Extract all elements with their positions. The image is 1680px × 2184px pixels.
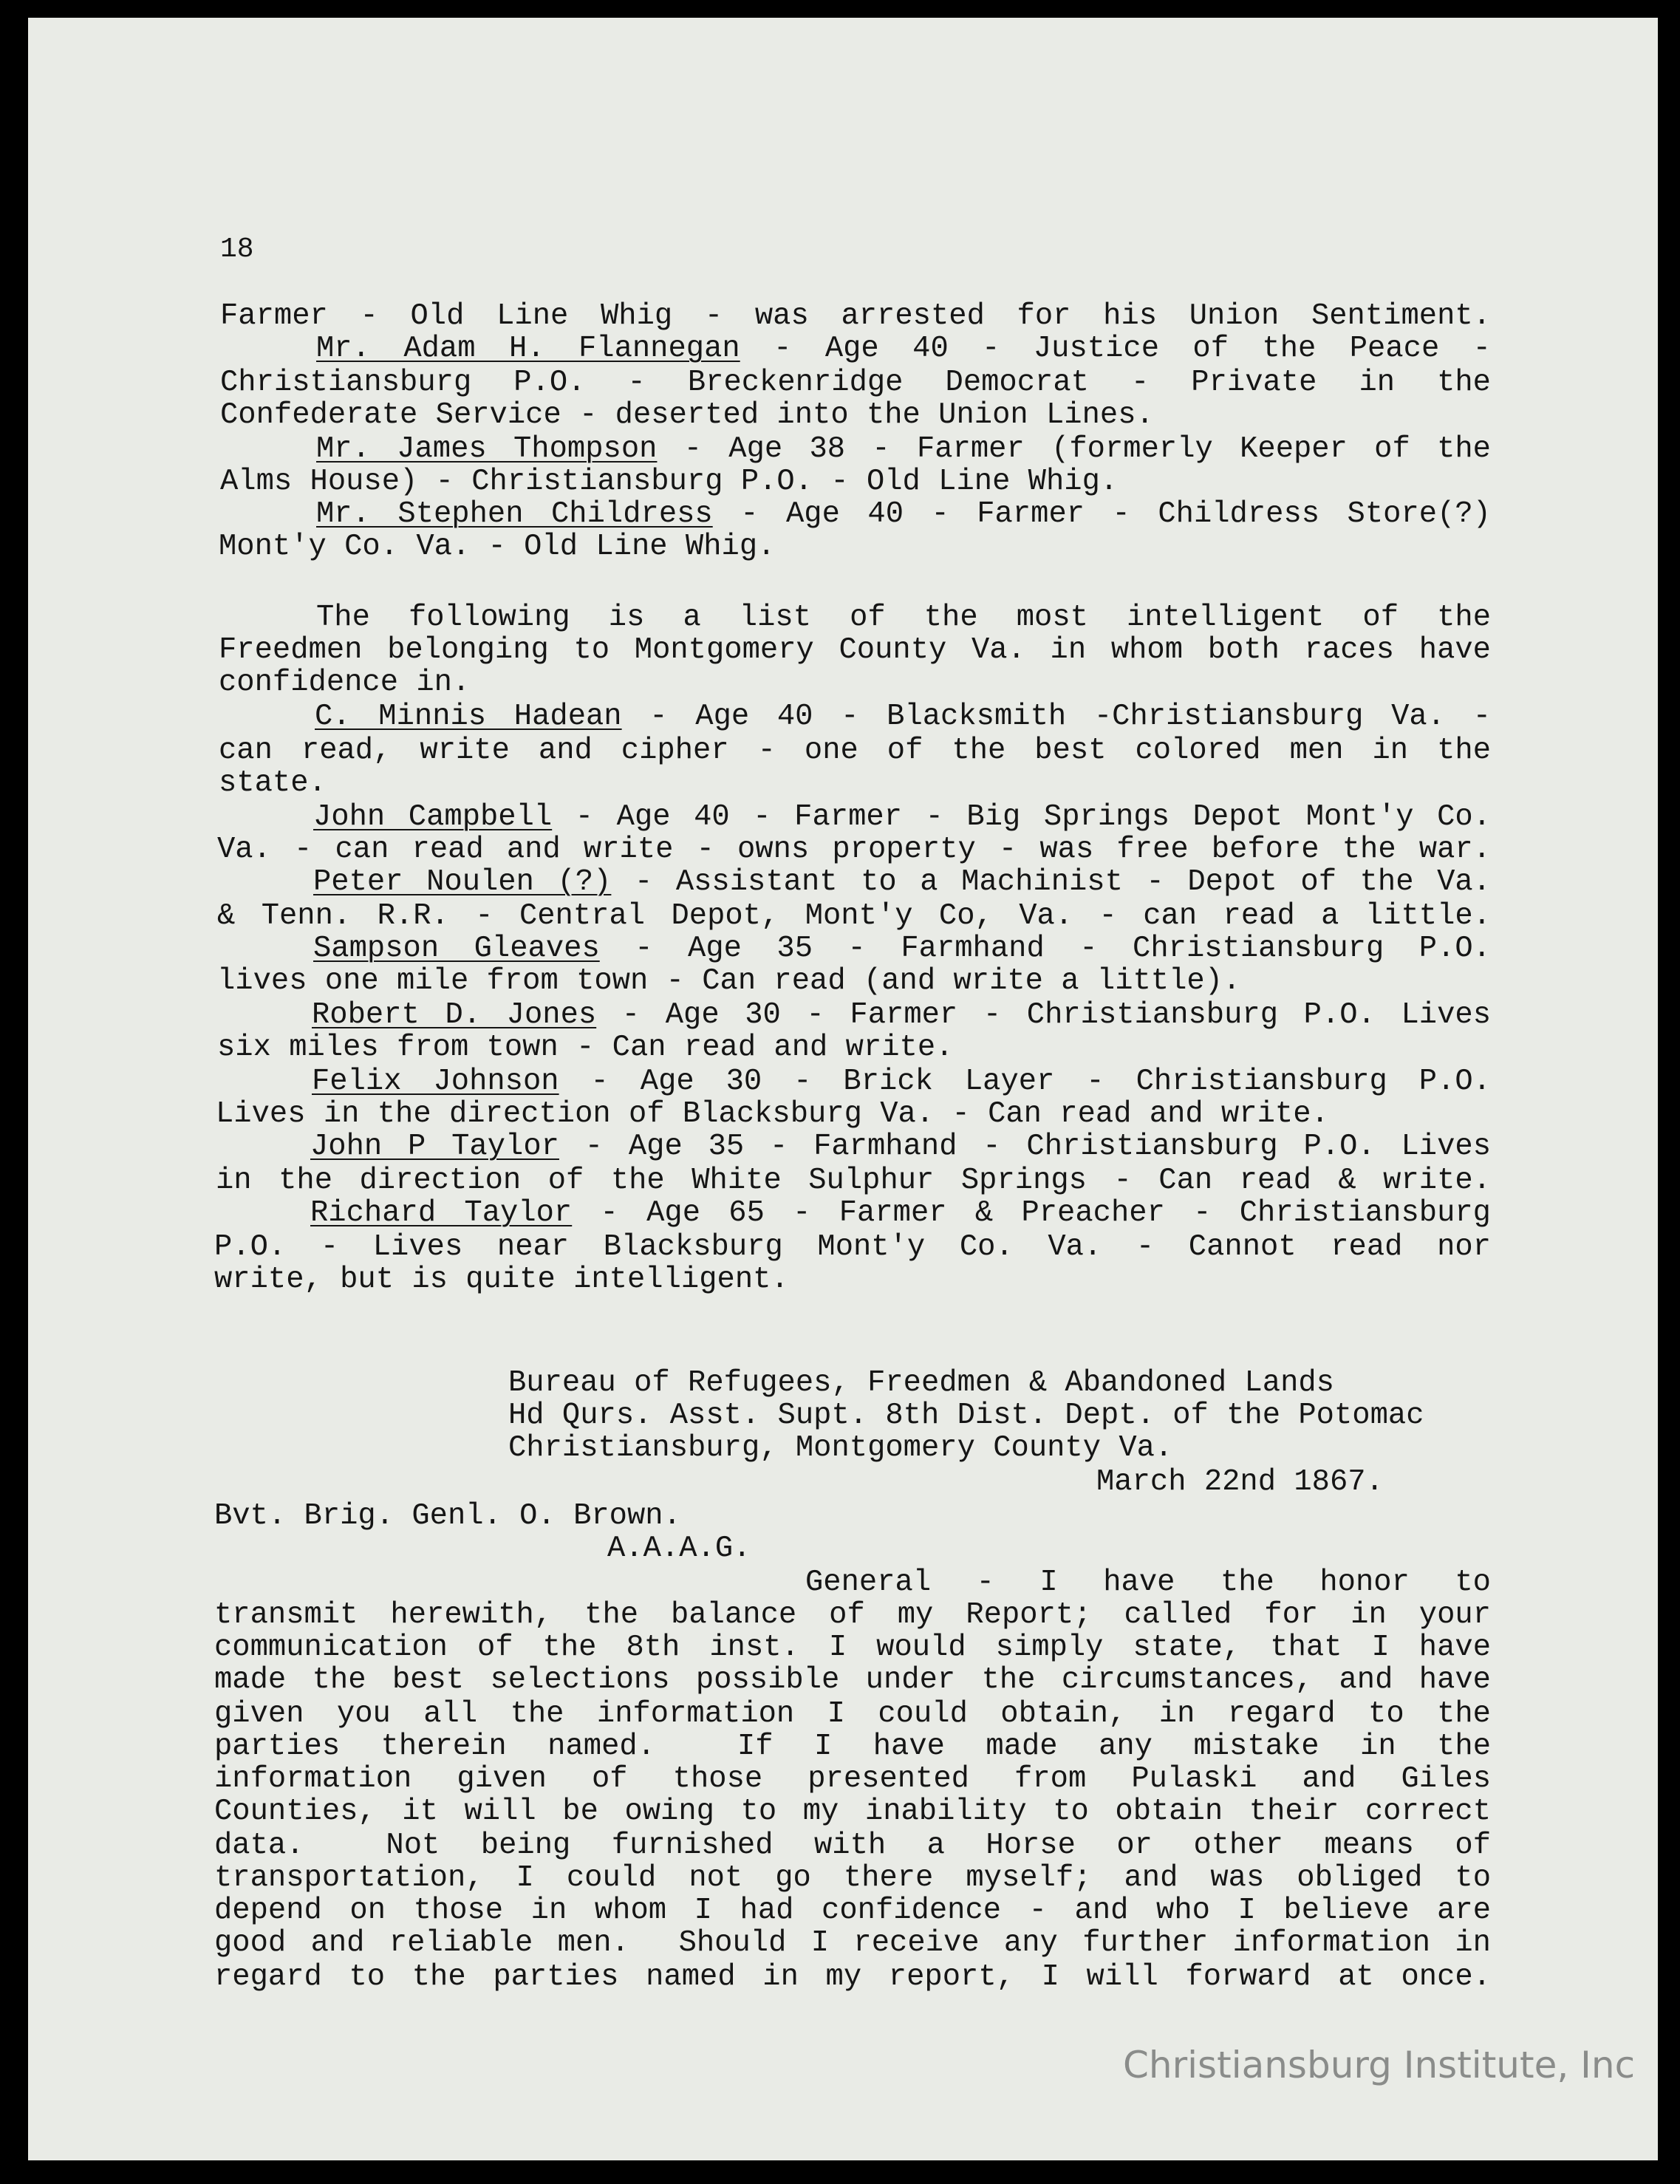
text-line: Va. - can read and write - owns property - was free before the war. [217,833,1491,867]
letter-body-line: information given of those presented from Pulaski and Giles [214,1762,1491,1796]
person-details: - Age 40 - Blacksmith -Christiansburg Va. - [621,700,1491,734]
letter-body-line: data. Not being furnished with a Horse or other means of [214,1829,1491,1863]
text-line: confidence in. [219,666,471,700]
letter-body-line: regard to the parties named in my report, I will forward at once. [214,1960,1491,1994]
text-line: six miles from town - Can read and write. [217,1031,954,1065]
letter-addressee: A.A.A.G. [607,1532,751,1566]
person-details: - Age 40 - Justice of the Peace - [740,332,1491,366]
letter-body-line: made the best selections possible under the circumstances, and have [214,1663,1491,1697]
person-details: - Age 30 - Brick Layer - Christiansburg P.O. [559,1065,1491,1099]
text-line: Mont'y Co. Va. - Old Line Whig. [219,530,776,564]
text-line: Confederate Service - deserted into the Union Lines. [220,398,1154,432]
letter-body-line: Counties, it will be owing to my inability to obtain their correct [214,1795,1491,1829]
person-name: Robert D. Jones [312,998,597,1032]
letter-addressee: Bvt. Brig. Genl. O. Brown. [214,1499,681,1533]
letter-body-line: transmit herewith, the balance of my Report; called for in your [214,1598,1491,1632]
text-line [312,999,1491,1031]
text-line [310,1197,1491,1229]
person-details: - Age 40 - Farmer - Big Springs Depot Mont'y Co. [552,800,1491,834]
text-line: Alms House) - Christiansburg P.O. - Old Line Whig. [220,465,1119,499]
text-line: Farmer - Old Line Whig - was arrested for his Union Sentiment. [220,299,1491,333]
person-name: Mr. Stephen Childress [316,497,713,531]
text-line: P.O. - Lives near Blacksburg Mont'y Co. Va. - Cannot read nor [214,1230,1491,1264]
person-details: - Assistant to a Machinist - Depot of the Va. [611,865,1491,899]
letter-body-line: transportation, I could not go there myself; and was obliged to [214,1861,1491,1895]
text-line [316,332,1491,365]
person-details: - Age 38 - Farmer (formerly Keeper of the [657,432,1491,466]
letter-header: Bureau of Refugees, Freedmen & Abandoned Lands [508,1366,1334,1400]
person-name: Peter Noulen (?) [313,865,612,899]
letter-header: Hd Qurs. Asst. Supt. 8th Dist. Dept. of the Potomac [508,1399,1424,1433]
letter-body-line: communication of the 8th inst. I would simply state, that I have [214,1631,1491,1665]
person-name: Mr. James Thompson [316,432,658,466]
text-line [316,498,1491,530]
person-name: John Campbell [313,800,553,834]
text-line [312,1065,1491,1098]
text-line [313,932,1491,965]
person-name: Richard Taylor [310,1196,573,1230]
text-line: Lives in the direction of Blacksburg Va. - Can read and write. [216,1097,1329,1131]
letter-body-line: depend on those in whom I had confidence - and who I believe are [214,1894,1491,1928]
letter-body-line: given you all the information I could obtain, in regard to the [214,1697,1491,1731]
person-details: - Age 35 - Farmhand - Christiansburg P.O. [599,932,1491,966]
person-details: - Age 40 - Farmer - Childress Store(?) [712,497,1491,531]
text-line: Christiansburg P.O. - Breckenridge Democrat - Private in the [220,366,1491,400]
person-details: - Age 65 - Farmer & Preacher - Christiansburg [572,1196,1491,1230]
letter-header: Christiansburg, Montgomery County Va. [508,1431,1173,1465]
text-line: state. [219,766,327,800]
text-line [316,433,1491,465]
text-line: & Tenn. R.R. - Central Depot, Mont'y Co, Va. - can read a little. [217,899,1491,933]
text-line [313,866,1491,898]
person-details: - Age 30 - Farmer - Christiansburg P.O. Lives [596,998,1491,1032]
person-details: - Age 35 - Farmhand - Christiansburg P.O. Lives [559,1130,1492,1164]
letter-body-line: General - I have the honor to [805,1566,1491,1600]
letter-body-line: good and reliable men. Should I receive any further information in [214,1926,1491,1960]
letter-date: March 22nd 1867. [1096,1465,1384,1499]
person-name: Felix Johnson [312,1065,559,1099]
person-name: Mr. Adam H. Flannegan [316,332,740,366]
text-line [313,801,1491,833]
text-line [315,700,1491,733]
text-line: lives one mile from town - Can read (and write a little). [217,964,1241,998]
person-name: Sampson Gleaves [313,932,600,966]
text-line [310,1130,1491,1163]
person-name: C. Minnis Hadean [315,700,622,734]
watermark-text: Christiansburg Institute, Inc [1123,2044,1636,2086]
text-line: Freedmen belonging to Montgomery County Va. in whom both races have [219,633,1491,667]
text-line: can read, write and cipher - one of the best colored men in the [219,734,1491,768]
person-name: John P Taylor [310,1130,559,1164]
letter-body-line: parties therein named. If I have made any mistake in the [214,1730,1491,1764]
page-number: 18 [220,233,254,265]
text-line: in the direction of the White Sulphur Springs - Can read & write. [216,1164,1491,1198]
text-line: The following is a list of the most intelligent of the [316,601,1491,635]
text-line: write, but is quite intelligent. [214,1263,789,1297]
